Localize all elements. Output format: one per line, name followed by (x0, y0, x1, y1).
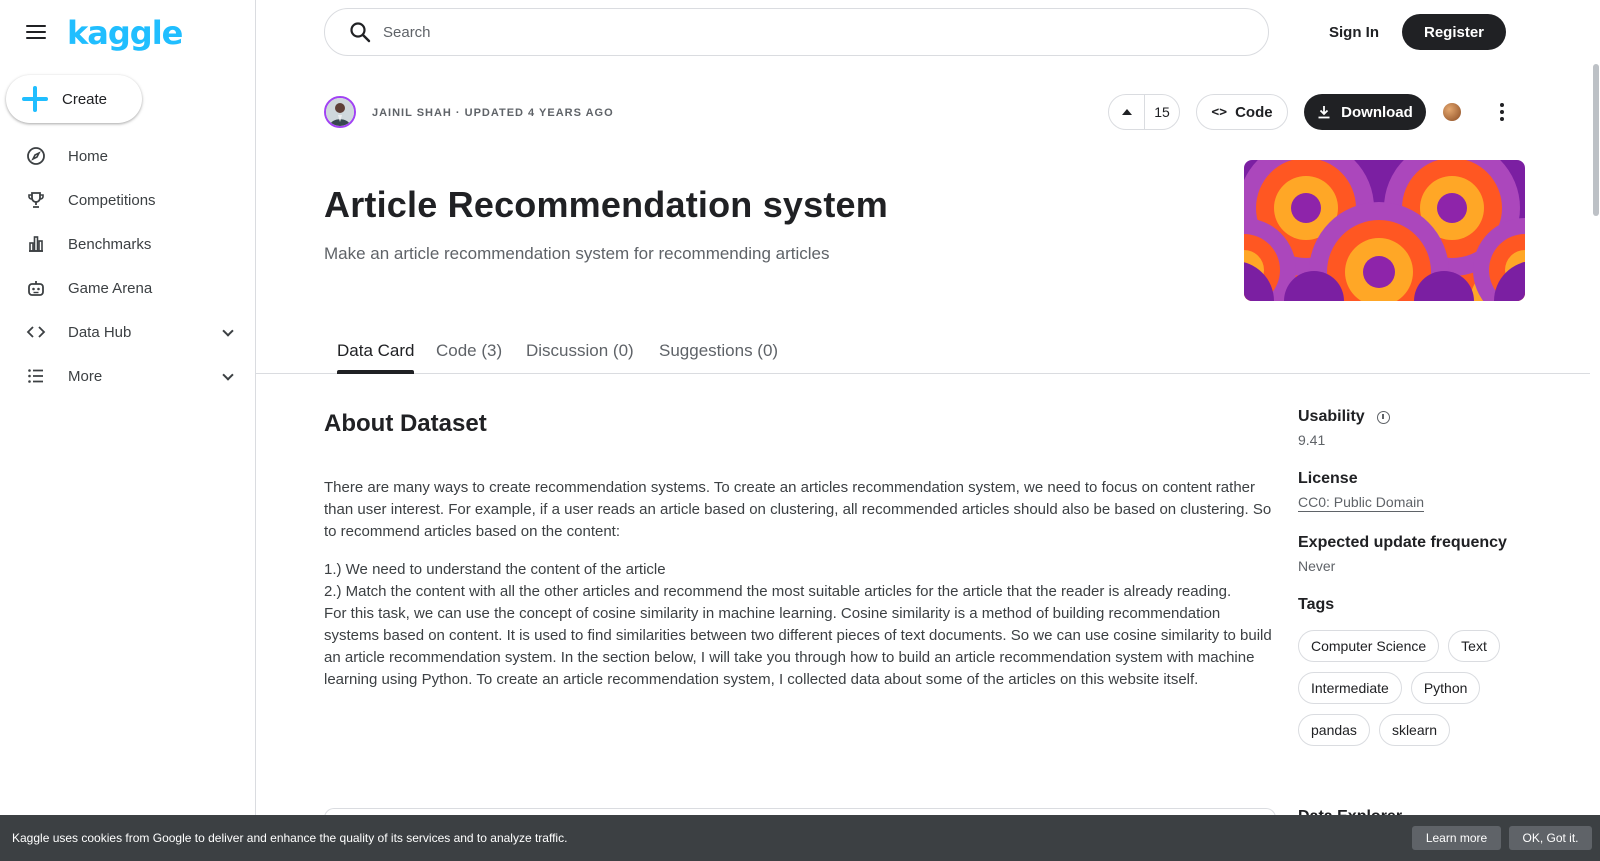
cookie-message: Kaggle uses cookies from Google to deliver and enhance the quality of its services and to analyze traffic. (12, 831, 568, 845)
tag-chip[interactable]: sklearn (1379, 714, 1450, 746)
license-section (1298, 470, 1558, 512)
sidebar-item-home[interactable] (0, 134, 255, 178)
tab-suggestions[interactable]: Suggestions (0) (659, 341, 779, 360)
tags-title: Tags (1298, 596, 1335, 613)
download-button-label: Download (1341, 103, 1413, 121)
license-link[interactable]: CC0: Public Domain (1298, 494, 1425, 510)
register-button[interactable]: Register (1402, 14, 1506, 50)
sidebar-item-label: Game Arena (68, 279, 153, 297)
sidebar-nav (0, 134, 255, 398)
update-frequency-section (1298, 534, 1558, 574)
dataset-banner-image (1244, 160, 1525, 301)
create-button[interactable] (6, 75, 142, 123)
sidebar-item-more[interactable] (0, 354, 255, 398)
triangle-up-icon (1122, 109, 1132, 115)
description-paragraph: There are many ways to create recommendation systems. To create an articles recommendation system, we need to focus on content rather than user interest. For example, if a user reads an article based on clustering, all recommended articles should also be based on clustering. So to recommend articles based on the content: (324, 479, 1272, 540)
search-icon (349, 21, 371, 43)
trophy-icon (26, 190, 46, 210)
tag-chip[interactable]: Python (1411, 672, 1481, 704)
upvote-control (1108, 94, 1180, 130)
sidebar-item-label: Benchmarks (68, 235, 152, 253)
sidebar-item-label: Competitions (68, 191, 156, 209)
download-icon (1317, 105, 1331, 119)
bar-chart-icon (26, 234, 46, 254)
user-avatar-icon (326, 98, 354, 126)
compass-icon (26, 146, 46, 166)
tab-code[interactable]: Code (3) (436, 341, 503, 360)
tag-chip[interactable]: Computer Science (1298, 630, 1439, 662)
code-button[interactable] (1196, 94, 1288, 130)
create-label: Create (62, 90, 108, 108)
sign-in-button[interactable]: Sign In (1329, 23, 1379, 41)
sidebar-item-game-arena[interactable] (0, 266, 255, 310)
plus-icon (22, 86, 48, 112)
tab-discussion[interactable]: Discussion (0) (526, 341, 634, 360)
download-button[interactable] (1304, 94, 1426, 130)
search-input[interactable] (383, 24, 1233, 41)
usability-value: 9.41 (1298, 432, 1326, 448)
scrollbar-thumb[interactable] (1593, 64, 1599, 216)
list-icon (26, 366, 46, 386)
frequency-title: Expected update frequency (1298, 534, 1507, 551)
code-brackets-icon: <> (1211, 104, 1228, 120)
about-heading: About Dataset (324, 410, 487, 437)
sidebar-item-label: Data Hub (68, 323, 132, 341)
upvote-count: 15 (1154, 104, 1170, 120)
dataset-info-panel (1298, 408, 1558, 778)
description-list-item: 1.) We need to understand the content of the article (324, 561, 666, 578)
sidebar-item-benchmarks[interactable] (0, 222, 255, 266)
dataset-tabs (256, 328, 1590, 374)
usability-section (1298, 408, 1558, 448)
tab-data-card[interactable]: Data Card (337, 328, 414, 374)
code-brackets-icon (26, 322, 46, 342)
search-bar[interactable] (324, 8, 1269, 56)
bronze-medal-icon[interactable] (1443, 103, 1461, 121)
learn-more-button[interactable]: Learn more (1412, 826, 1501, 850)
tags-list (1298, 630, 1538, 756)
tags-section (1298, 596, 1558, 756)
robot-icon (26, 278, 46, 298)
page-scrollbar[interactable] (1590, 0, 1600, 861)
avatar[interactable] (324, 96, 356, 128)
menu-icon[interactable] (24, 22, 48, 42)
tag-chip[interactable]: Intermediate (1298, 672, 1402, 704)
page-subtitle: Make an article recommendation system for recommending articles (324, 244, 830, 263)
description-paragraph: For this task, we can use the concept of cosine similarity in machine learning. Cosine similarity is a method of building recommendation systems based on content. It is used to find similarities between two different pieces of text documents. So we can use cosine similarity to build an article recommendation system. In the section below, I will take you through how to build an article recommendation system with machine learning using Python. To create an article recommendation system, I collected data about some of the articles on this website itself. (324, 605, 1272, 688)
chevron-down-icon[interactable] (222, 325, 233, 336)
license-title: License (1298, 470, 1358, 487)
dataset-description (324, 477, 1274, 691)
page-title: Article Recommendation system (324, 184, 888, 225)
usability-title: Usability (1298, 408, 1365, 425)
tag-chip[interactable]: pandas (1298, 714, 1370, 746)
sidebar (0, 0, 256, 861)
sidebar-item-label: Home (68, 147, 109, 165)
more-options-icon[interactable] (1490, 100, 1514, 124)
cookie-banner (0, 815, 1600, 861)
tag-chip[interactable]: Text (1448, 630, 1500, 662)
description-list-item: 2.) Match the content with all the other articles and recommend the most suitable articles for the article that the reader is already reading. (324, 583, 1232, 600)
frequency-value: Never (1298, 558, 1336, 574)
chevron-down-icon[interactable] (222, 369, 233, 380)
code-button-label: Code (1235, 103, 1273, 121)
upvote-button[interactable] (1109, 95, 1145, 129)
sidebar-item-data-hub[interactable] (0, 310, 255, 354)
ok-got-it-button[interactable]: OK, Got it. (1509, 826, 1592, 850)
sidebar-item-competitions[interactable] (0, 178, 255, 222)
dataset-byline: JAINIL SHAH · UPDATED 4 YEARS AGO (372, 107, 614, 119)
kaggle-logo[interactable]: kaggle (67, 14, 183, 52)
info-icon[interactable] (1377, 411, 1390, 424)
sidebar-item-label: More (68, 367, 103, 385)
